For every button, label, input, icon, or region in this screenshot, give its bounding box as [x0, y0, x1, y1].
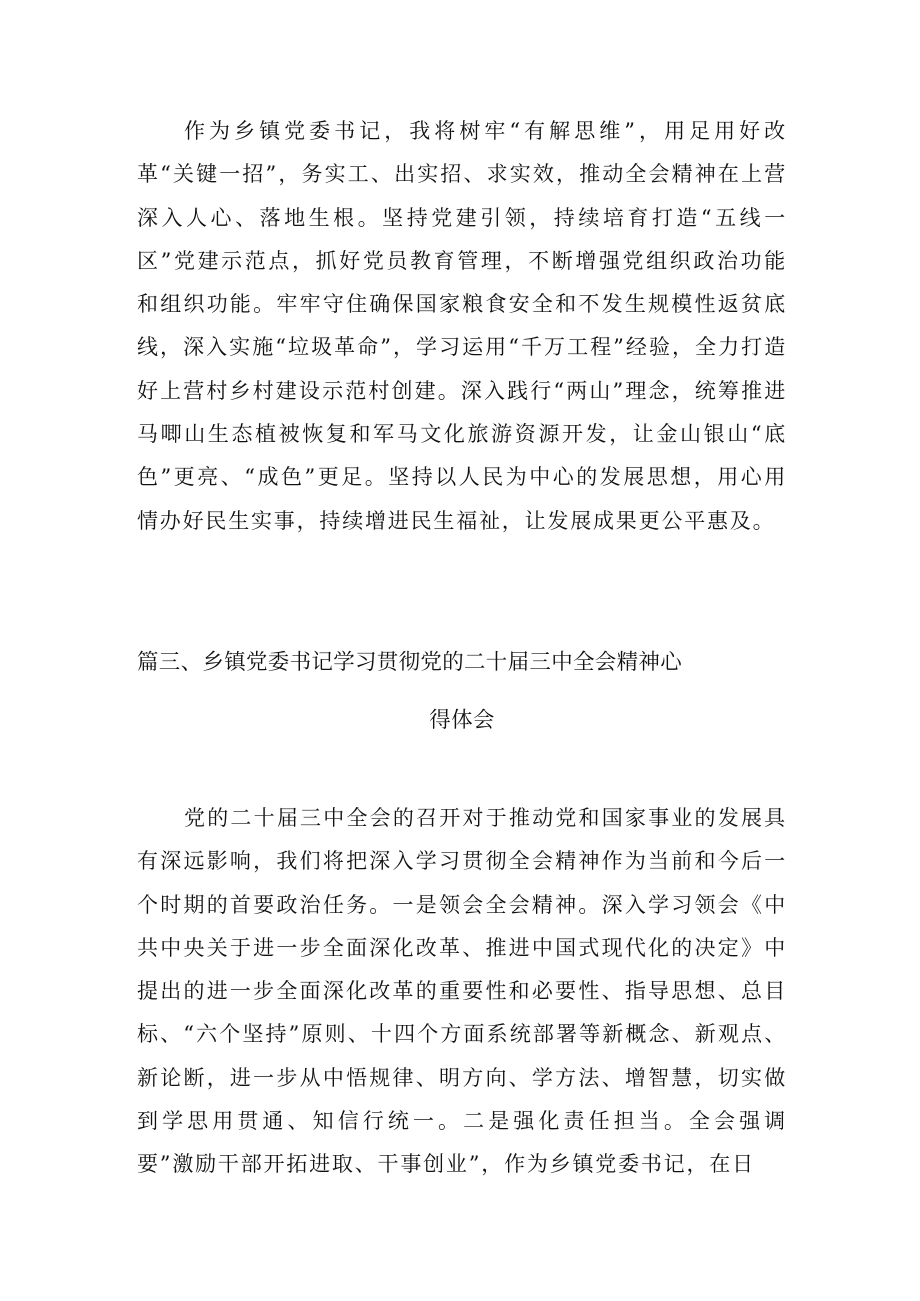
section-heading-line-1: 篇三、乡镇党委书记学习贯彻党的二十届三中全会精神心 — [137, 650, 683, 675]
section-heading-line-2: 得体会 — [429, 708, 495, 733]
body-paragraph-2: 党的二十届三中全会的召开对于推动党和国家事业的发展具有深远影响，我们将把深入学习贯彻全会精神作为当前和今后一个时期的首要政治任务。一是领会全会精神。深入学习领会《中共中央关于进一步全面深化改革、推进中国式现代化的决定》中提出的进一步全面深化改革的重要性和必要性、指导思想、总目标、“六个坚持”原则、十四个方面系统部署等新概念、新观点、新论断，进一步从中悟规律、明方向、学方法、增智慧，切实做到学思用贯通、知信行统一。二是强化责任担当。全会强调要”激励干部开拓进取、干事创业”，作为乡镇党委书记，在日 — [137, 806, 787, 1177]
body-paragraph-1: 作为乡镇党委书记，我将树牢“有解思维”，用足用好改革“关键一招”，务实工、出实招、求实效，推动全会精神在上营深入人心、落地生根。坚持党建引领，持续培育打造“五线一区”党建示范点，抓好党员教育管理，不断增强党组织政治功能和组织功能。牢牢守住确保国家粮食安全和不发生规模性返贫底线，深入实施“垃圾革命”，学习运用“千万工程”经验，全力打造好上营村乡村建设示范村创建。深入践行“两山”理念，统筹推进马唧山生态植被恢复和军马文化旅游资源开发，让金山银山“底色”更亮、“成色”更足。坚持以人民为中心的发展思想，用心用情办好民生实事，持续增进民生福祉，让发展成果更公平惠及。 — [137, 119, 787, 533]
